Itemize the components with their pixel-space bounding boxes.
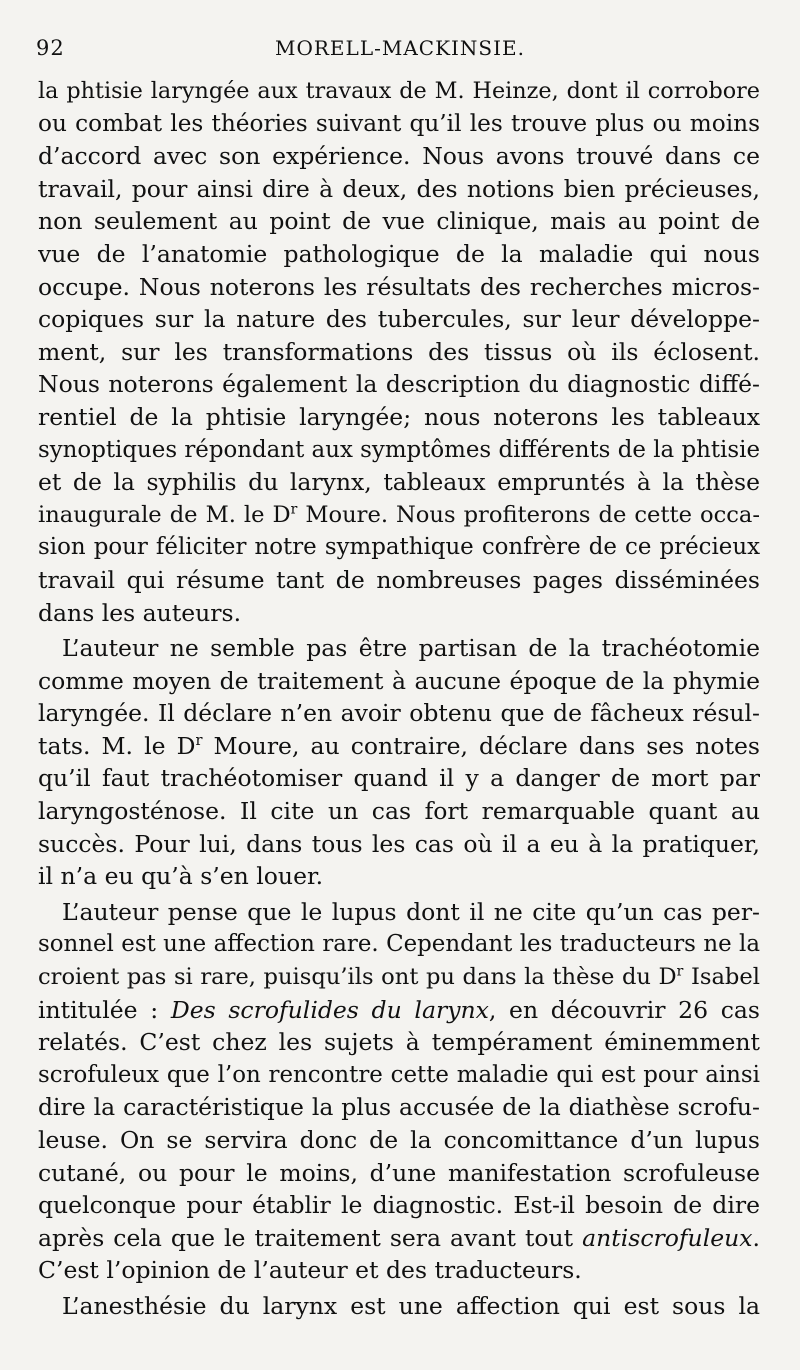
text-segment: après cela que le traitement sera avant tout	[38, 1223, 583, 1252]
text-line: laryngée. Il déclare n’en avoir obtenu que de fâcheux résul-	[38, 699, 760, 728]
text-line: synoptiques répondant aux symptômes différents de la phtisie	[38, 436, 760, 463]
superscript: r	[195, 732, 203, 750]
text-line	[38, 994, 760, 1027]
italic-title: Des scrofulides du larynx	[170, 995, 489, 1024]
text-line: il n’a eu qu’à s’en louer.	[38, 862, 324, 891]
text-segment: Moure. Nous profiterons de cette occa-	[297, 501, 760, 528]
text-line: dire la caractéristique la plus accusée de la diathèse scrofu-	[38, 1093, 760, 1122]
text-segment: tats. M. le D	[38, 731, 196, 760]
text-line: ou combat les théories suivant qu’il les trouve plus ou moins	[38, 109, 760, 137]
text-line: sonnel est une affection rare. Cependant les traducteurs ne la	[38, 931, 760, 958]
text-line: non seulement au point de vue clinique, mais au point de	[38, 207, 760, 236]
text-line: cutané, ou pour le moins, d’une manifestation scrofuleuse	[38, 1158, 760, 1187]
text-line	[38, 1222, 760, 1255]
text-line: comme moyen de traitement à aucune époque de la phymie	[38, 666, 760, 695]
text-line	[38, 961, 760, 994]
text-line: travail qui résume tant de nombreuses pages disséminées	[38, 565, 760, 594]
text-segment: intitulée :	[38, 995, 171, 1024]
text-line: vue de l’anatomie pathologique de la maladie qui nous	[38, 239, 760, 268]
text-line: dans les auteurs.	[38, 598, 242, 627]
running-title: MORELL-MACKINSIE.	[275, 36, 525, 60]
text-line: qu’il faut trachéotomiser quand il y a danger de mort par	[38, 764, 760, 793]
text-segment: inaugurale de M. le D	[38, 501, 291, 528]
text-line: L’auteur ne semble pas être partisan de la trachéotomie	[62, 634, 760, 663]
text-line: et de la syphilis du larynx, tableaux empruntés à la thèse	[38, 468, 760, 497]
text-line: copiques sur la nature des tubercules, sur leur développe-	[38, 305, 760, 334]
text-segment: Isabel	[683, 964, 760, 991]
text-line: C’est l’opinion de l’auteur et des traducteurs.	[38, 1256, 582, 1285]
body-text	[38, 75, 760, 1323]
text-line: sion pour féliciter notre sympathique confrère de ce précieux	[38, 534, 760, 561]
text-line: travail, pour ainsi dire à deux, des notions bien précieuses,	[38, 174, 760, 203]
text-line: rentiel de la phtisie laryngée; nous noterons les tableaux	[38, 402, 760, 431]
text-line: L’anesthésie du larynx est une affection qui est sous la	[62, 1291, 760, 1320]
text-line: d’accord avec son expérience. Nous avons trouvé dans ce	[38, 142, 760, 171]
text-segment: croient pas si rare, puisqu’ils ont pu dans la thèse du D	[38, 964, 677, 991]
text-line: Nous noterons également la description du diagnostic diffé-	[38, 370, 760, 399]
text-line: leuse. On se servira donc de la concomittance d’un lupus	[38, 1126, 760, 1154]
text-line: L’auteur pense que le lupus dont il ne cite qu’un cas per-	[62, 897, 760, 926]
superscript: r	[676, 963, 684, 980]
text-line: quelconque pour établir le diagnostic. Est-il besoin de dire	[38, 1191, 760, 1220]
text-line	[38, 730, 760, 763]
text-segment: , en découvrir 26 cas	[488, 995, 760, 1024]
text-line: succès. Pour lui, dans tous les cas où il a eu à la pratiquer,	[38, 829, 760, 858]
text-segment: .	[752, 1223, 760, 1252]
superscript: r	[290, 501, 298, 518]
text-line: laryngosténose. Il cite un cas fort remarquable quant au	[38, 797, 760, 826]
text-line	[38, 499, 760, 532]
text-line: ment, sur les transformations des tissus où ils éclosent.	[38, 337, 760, 366]
text-line: la phtisie laryngée aux travaux de M. Heinze, dont il corrobore	[38, 78, 760, 104]
text-line: scrofuleux que l’on rencontre cette maladie qui est pour ainsi	[38, 1061, 760, 1088]
text-line: relatés. C’est chez les sujets à tempérament éminemment	[38, 1028, 760, 1057]
page-number: 92	[36, 36, 65, 60]
text-segment: Moure, au contraire, déclare dans ses notes	[202, 731, 760, 760]
italic-word: antiscrofuleux	[582, 1223, 753, 1252]
text-line: occupe. Nous noterons les résultats des recherches micros-	[38, 272, 760, 301]
